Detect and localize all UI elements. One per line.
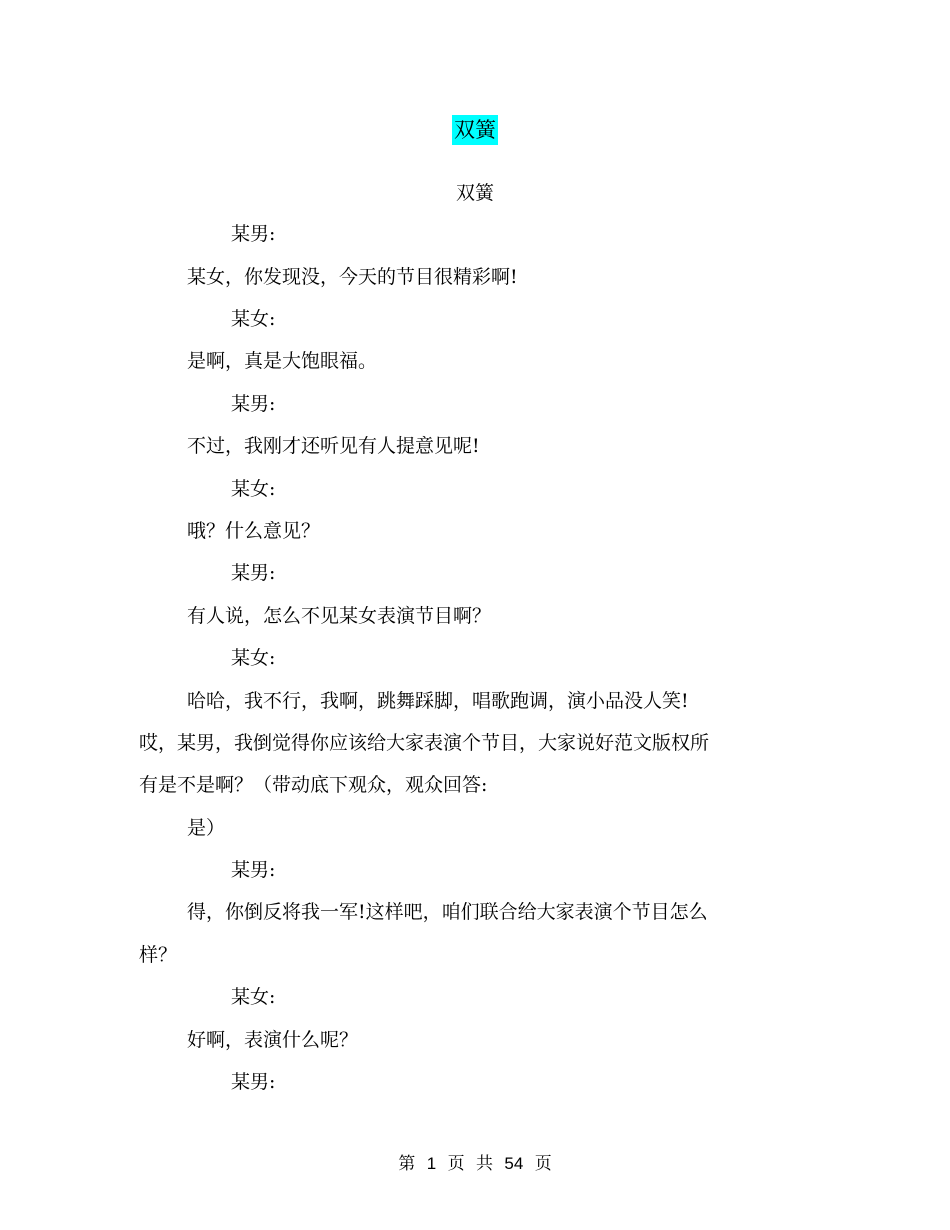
page-number: 1: [426, 1154, 437, 1173]
dialogue-line: 是）: [187, 817, 226, 839]
dialogue-line: 样？: [139, 944, 178, 966]
speaker-label: 某男:: [231, 1071, 276, 1093]
dialogue-line: 哎，某男，我倒觉得你应该给大家表演个节目，大家说好范文版权所: [139, 732, 710, 754]
speaker-label: 某男:: [231, 223, 276, 245]
speaker-label: 某男:: [231, 393, 276, 415]
title-container: [0, 115, 950, 145]
page-word: 第: [398, 1154, 416, 1174]
dialogue-line: 哦？什么意见？: [187, 520, 321, 542]
dialogue-line: 哈哈，我不行，我啊，跳舞踩脚，唱歌跑调，演小品没人笑!: [187, 690, 689, 712]
dialogue-line: 好啊，表演什么呢？: [187, 1029, 359, 1051]
dialogue-line: 有是不是啊？（带动底下观众，观众回答:: [139, 774, 488, 796]
total-suffix: 页: [534, 1154, 552, 1174]
speaker-label: 某女:: [231, 986, 276, 1008]
speaker-label: 某女:: [231, 308, 276, 330]
speaker-label: 某男:: [231, 859, 276, 881]
dialogue-line: 某女，你发现没，今天的节目很精彩啊!: [187, 266, 518, 288]
document-subtitle: 双簧: [455, 182, 494, 204]
speaker-label: 某男:: [231, 562, 276, 584]
page-suffix: 页: [447, 1154, 465, 1174]
dialogue-line: 得，你倒反将我一军!这样吧，咱们联合给大家表演个节目怎么: [187, 901, 708, 923]
dialogue-line: 是啊，真是大饱眼福。: [187, 350, 378, 372]
page-footer: [0, 1152, 950, 1176]
total-word: 共: [475, 1154, 493, 1174]
total-pages: 54: [504, 1154, 524, 1173]
page-title: 双簧: [452, 115, 498, 145]
dialogue-line: 不过，我刚才还听见有人提意见呢!: [187, 435, 480, 457]
dialogue-line: 有人说，怎么不见某女表演节目啊？: [187, 605, 492, 627]
speaker-label: 某女:: [231, 647, 276, 669]
speaker-label: 某女:: [231, 478, 276, 500]
